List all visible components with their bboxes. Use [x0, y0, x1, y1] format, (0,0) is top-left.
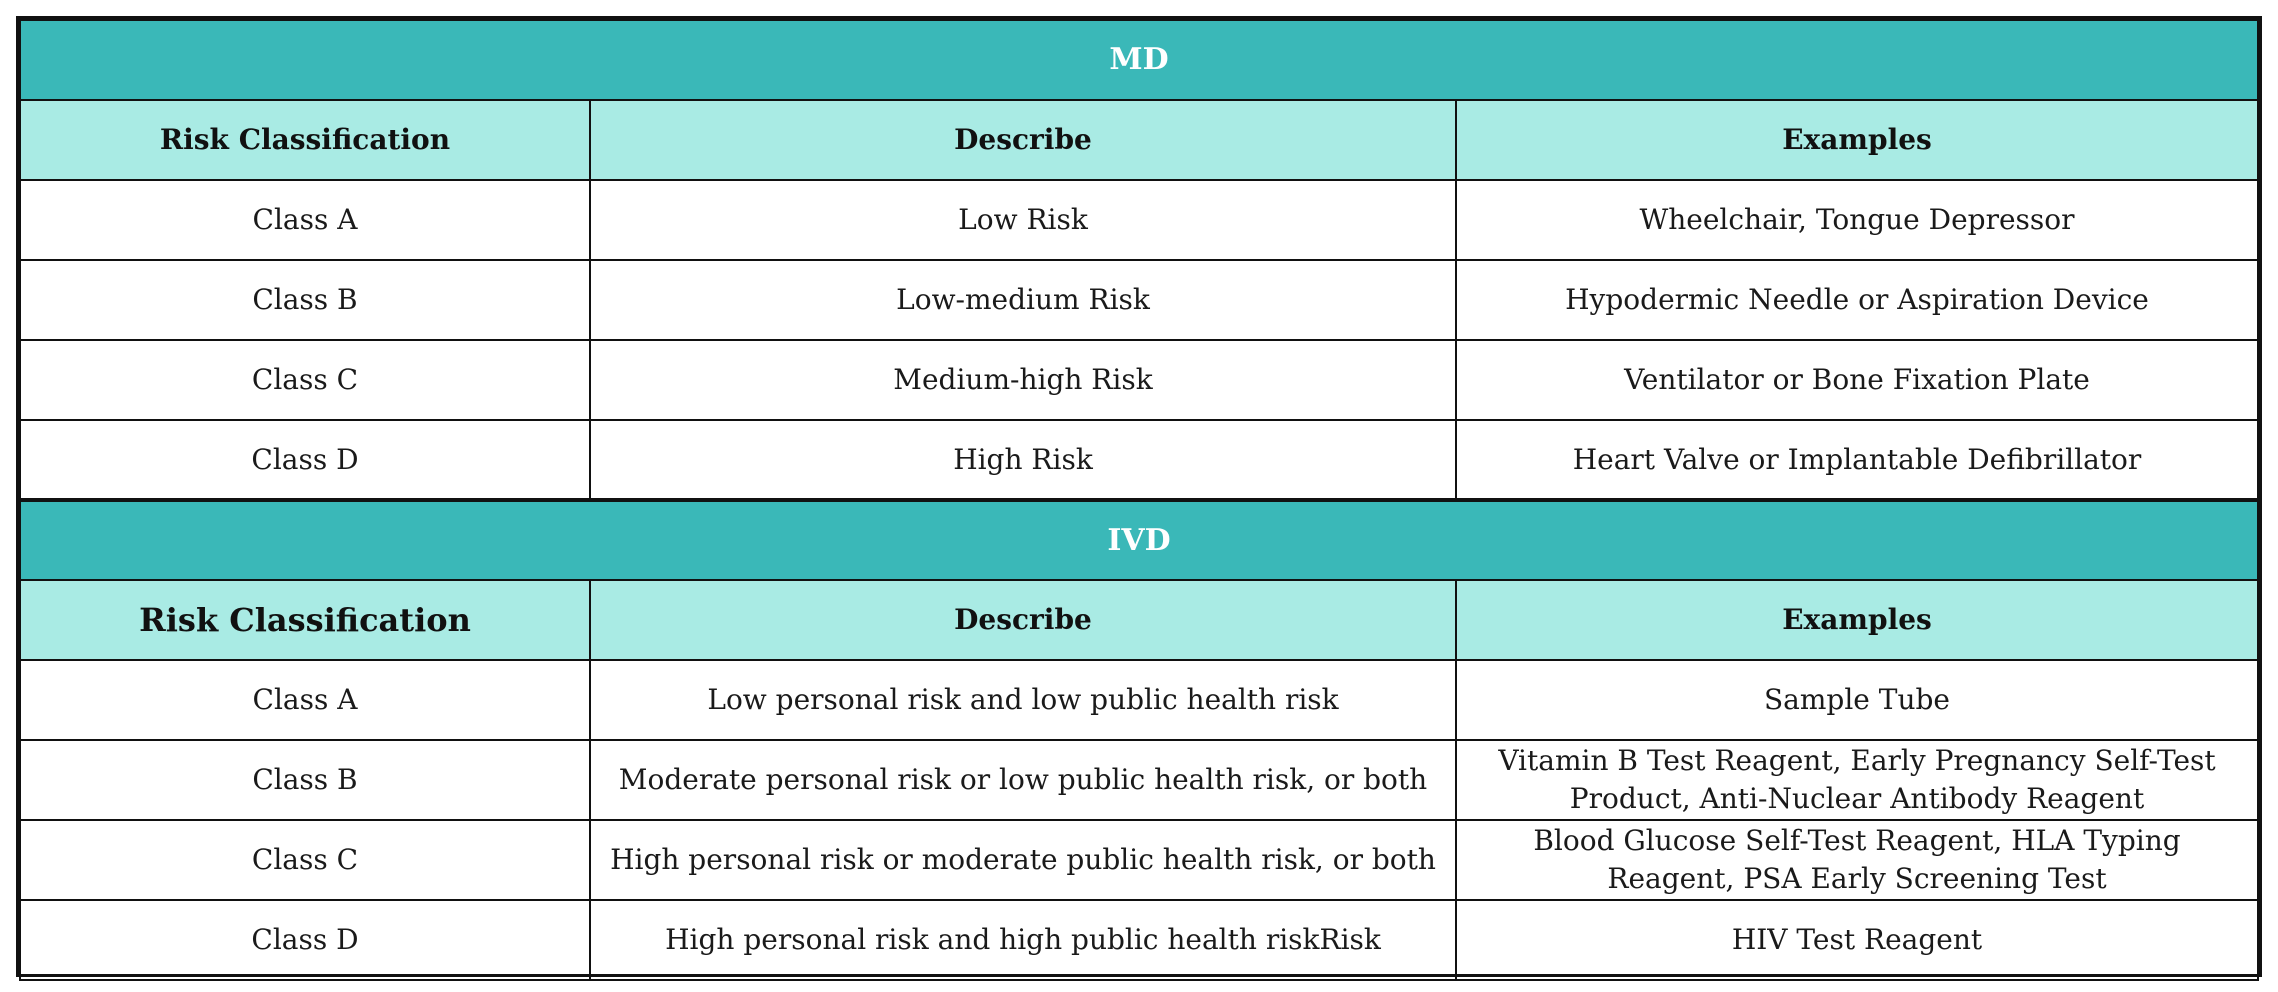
md-examples-cell: Hypodermic Needle or Aspiration Device — [1456, 260, 2258, 340]
ivd-examples-cell: Sample Tube — [1456, 660, 2258, 740]
md-header-risk-classification: Risk Classification — [20, 100, 590, 180]
ivd-class-cell: Class A — [20, 660, 590, 740]
table-row — [20, 820, 2258, 900]
md-class-cell: Class A — [20, 180, 590, 260]
md-column-header-row — [20, 100, 2258, 180]
table-row — [20, 660, 2258, 740]
ivd-class-cell: Class D — [20, 900, 590, 980]
ivd-describe-cell: Moderate personal risk or low public health risk, or both — [590, 740, 1456, 820]
md-describe-cell: Low-medium Risk — [590, 260, 1456, 340]
md-class-cell: Class C — [20, 340, 590, 420]
risk-classification-table-frame — [16, 16, 2262, 977]
md-examples-cell: Ventilator or Bone Fixation Plate — [1456, 340, 2258, 420]
md-examples-cell: Heart Valve or Implantable Defibrillator — [1456, 420, 2258, 500]
md-section-header-row — [20, 20, 2258, 100]
table-row — [20, 180, 2258, 260]
table-row — [20, 900, 2258, 980]
ivd-section-title: IVD — [20, 500, 2258, 580]
ivd-examples-cell: HIV Test Reagent — [1456, 900, 2258, 980]
ivd-class-cell: Class C — [20, 820, 590, 900]
md-examples-cell: Wheelchair, Tongue Depressor — [1456, 180, 2258, 260]
md-section-title: MD — [20, 20, 2258, 100]
table-row — [20, 740, 2258, 820]
ivd-class-cell: Class B — [20, 740, 590, 820]
risk-classification-table — [19, 19, 2259, 981]
table-row — [20, 260, 2258, 340]
ivd-describe-cell: High personal risk or moderate public health risk, or both — [590, 820, 1456, 900]
md-class-cell: Class B — [20, 260, 590, 340]
md-header-examples: Examples — [1456, 100, 2258, 180]
md-describe-cell: Low Risk — [590, 180, 1456, 260]
ivd-column-header-row — [20, 580, 2258, 660]
ivd-describe-cell: Low personal risk and low public health risk — [590, 660, 1456, 740]
ivd-header-describe: Describe — [590, 580, 1456, 660]
table-row — [20, 420, 2258, 500]
md-class-cell: Class D — [20, 420, 590, 500]
md-describe-cell: High Risk — [590, 420, 1456, 500]
ivd-header-examples: Examples — [1456, 580, 2258, 660]
md-header-describe: Describe — [590, 100, 1456, 180]
table-row — [20, 340, 2258, 420]
ivd-section-header-row — [20, 500, 2258, 580]
ivd-examples-cell: Blood Glucose Self-Test Reagent, HLA Typing Reagent, PSA Early Screening Test — [1456, 820, 2258, 900]
ivd-header-risk-classification: Risk Classification — [20, 580, 590, 660]
md-describe-cell: Medium-high Risk — [590, 340, 1456, 420]
ivd-examples-cell: Vitamin B Test Reagent, Early Pregnancy Self-Test Product, Anti-Nuclear Antibody Reagent — [1456, 740, 2258, 820]
ivd-describe-cell: High personal risk and high public health riskRisk — [590, 900, 1456, 980]
